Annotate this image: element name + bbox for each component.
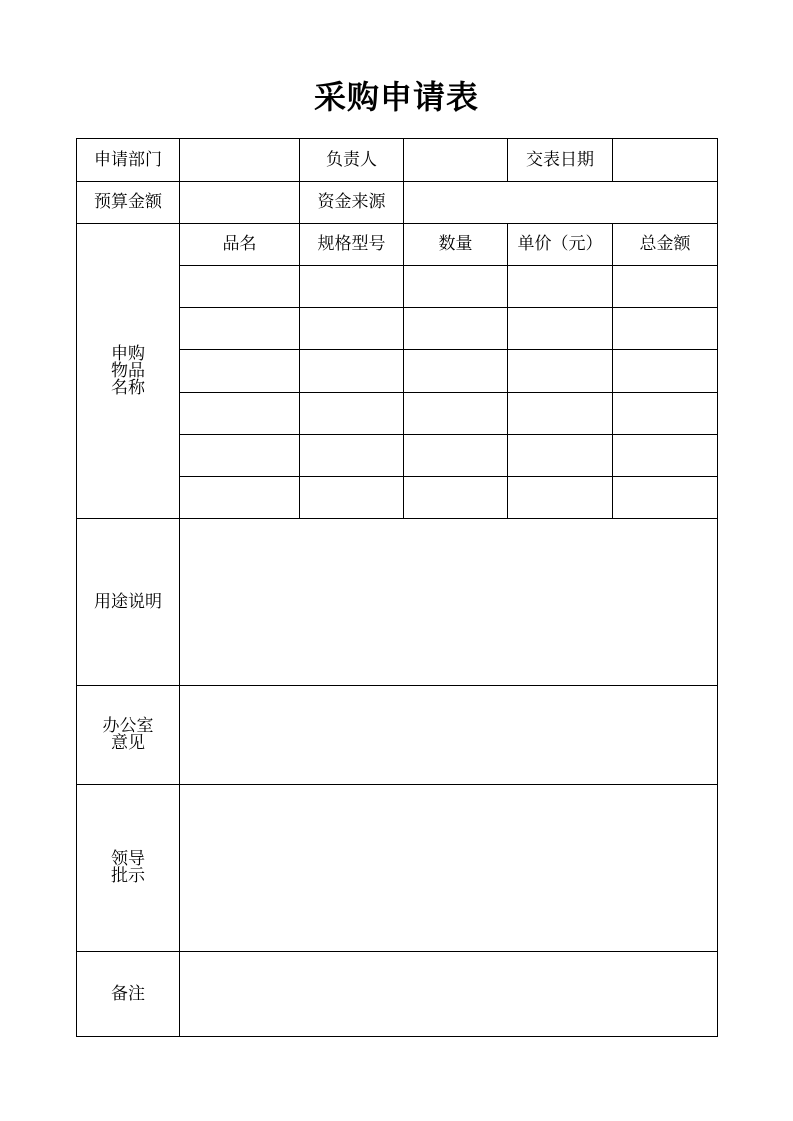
office-label-line: 办公室 bbox=[102, 716, 154, 736]
item-total-cell[interactable] bbox=[613, 266, 718, 308]
date-label: 交表日期 bbox=[508, 139, 613, 182]
office-opinion-label bbox=[77, 686, 180, 785]
item-total-cell[interactable] bbox=[613, 477, 718, 519]
leader-label-line: 批示 bbox=[111, 866, 145, 886]
item-price-cell[interactable] bbox=[508, 435, 613, 477]
item-name-cell[interactable] bbox=[180, 393, 300, 435]
item-total-cell[interactable] bbox=[613, 435, 718, 477]
items-label-line: 名称 bbox=[111, 377, 145, 398]
item-spec-cell[interactable] bbox=[300, 266, 404, 308]
owner-field[interactable] bbox=[404, 139, 508, 182]
item-spec-cell[interactable] bbox=[300, 308, 404, 350]
items-header-row bbox=[77, 224, 718, 266]
item-name-cell[interactable] bbox=[180, 308, 300, 350]
item-spec-cell[interactable] bbox=[300, 350, 404, 393]
item-price-cell[interactable] bbox=[508, 308, 613, 350]
col-header-name: 品名 bbox=[180, 224, 300, 266]
item-qty-cell[interactable] bbox=[404, 308, 508, 350]
col-header-total: 总金额 bbox=[613, 224, 718, 266]
budget-field[interactable] bbox=[180, 182, 300, 224]
item-total-cell[interactable] bbox=[613, 308, 718, 350]
item-price-cell[interactable] bbox=[508, 393, 613, 435]
office-opinion-row bbox=[77, 686, 718, 785]
col-header-unit-price: 单价（元） bbox=[508, 224, 613, 266]
item-qty-cell[interactable] bbox=[404, 477, 508, 519]
header-row-1 bbox=[77, 139, 718, 182]
purpose-field[interactable] bbox=[180, 519, 718, 686]
office-label-line: 意见 bbox=[111, 733, 145, 753]
item-total-cell[interactable] bbox=[613, 393, 718, 435]
item-name-cell[interactable] bbox=[180, 266, 300, 308]
dept-field[interactable] bbox=[180, 139, 300, 182]
item-qty-cell[interactable] bbox=[404, 266, 508, 308]
col-header-spec: 规格型号 bbox=[300, 224, 404, 266]
remarks-field[interactable] bbox=[180, 952, 718, 1037]
leader-approval-label bbox=[77, 785, 180, 952]
remarks-label: 备注 bbox=[77, 952, 180, 1037]
item-spec-cell[interactable] bbox=[300, 435, 404, 477]
purpose-label: 用途说明 bbox=[77, 519, 180, 686]
purchase-request-form bbox=[76, 138, 718, 1037]
item-name-cell[interactable] bbox=[180, 350, 300, 393]
fund-source-field[interactable] bbox=[404, 182, 718, 224]
date-field[interactable] bbox=[613, 139, 718, 182]
budget-label: 预算金额 bbox=[77, 182, 180, 224]
item-price-cell[interactable] bbox=[508, 477, 613, 519]
item-qty-cell[interactable] bbox=[404, 393, 508, 435]
items-label-line: 申购 bbox=[111, 343, 145, 364]
item-qty-cell[interactable] bbox=[404, 350, 508, 393]
owner-label: 负责人 bbox=[300, 139, 404, 182]
item-spec-cell[interactable] bbox=[300, 393, 404, 435]
leader-label-line: 领导 bbox=[111, 849, 145, 869]
item-name-cell[interactable] bbox=[180, 435, 300, 477]
remarks-row bbox=[77, 952, 718, 1037]
office-opinion-field[interactable] bbox=[180, 686, 718, 785]
form-title: 采购申请表 bbox=[313, 78, 479, 116]
leader-approval-field[interactable] bbox=[180, 785, 718, 952]
item-total-cell[interactable] bbox=[613, 350, 718, 393]
item-name-cell[interactable] bbox=[180, 477, 300, 519]
item-qty-cell[interactable] bbox=[404, 435, 508, 477]
items-label-line: 物品 bbox=[111, 360, 145, 381]
item-price-cell[interactable] bbox=[508, 350, 613, 393]
header-row-2 bbox=[77, 182, 718, 224]
items-section-label bbox=[77, 224, 180, 519]
dept-label: 申请部门 bbox=[77, 139, 180, 182]
leader-approval-row bbox=[77, 785, 718, 952]
purpose-row bbox=[77, 519, 718, 686]
col-header-qty: 数量 bbox=[404, 224, 508, 266]
item-spec-cell[interactable] bbox=[300, 477, 404, 519]
fund-source-label: 资金来源 bbox=[300, 182, 404, 224]
item-price-cell[interactable] bbox=[508, 266, 613, 308]
